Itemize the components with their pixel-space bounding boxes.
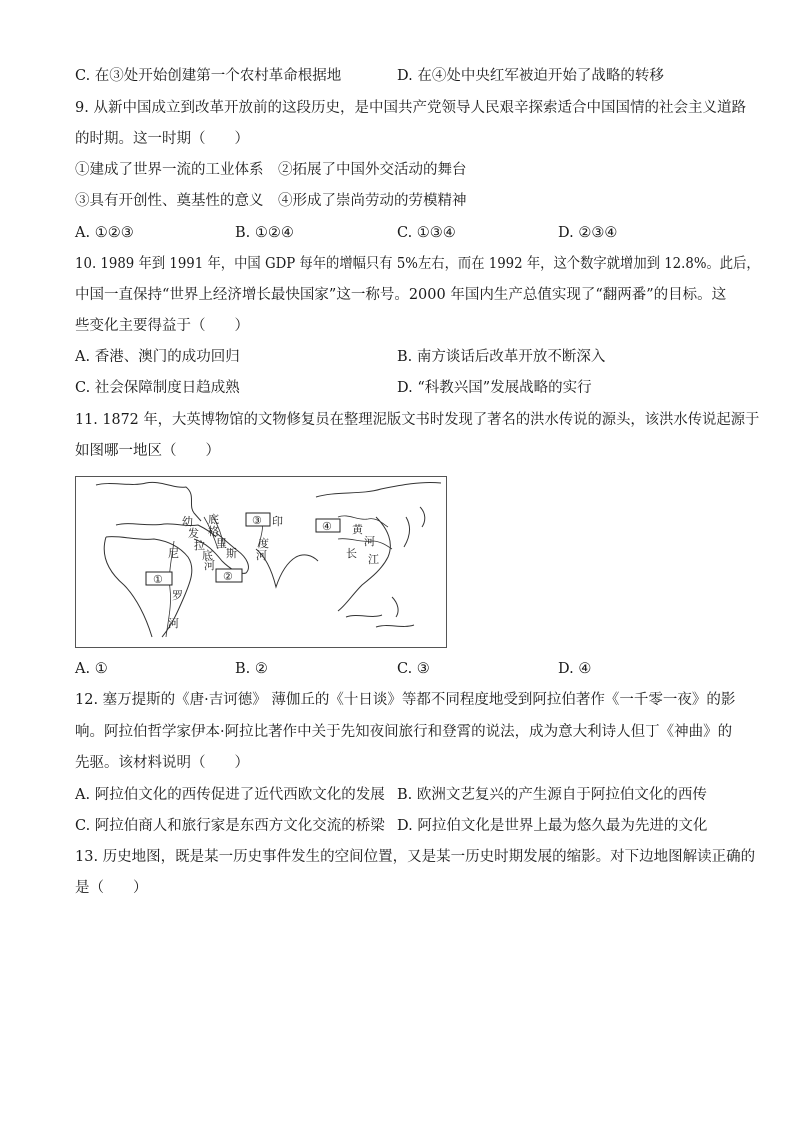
q13-stem-line1: 13. 历史地图，既是某一历史事件发生的空间位置，又是某一历史时期发展的缩影。对下边地图解读正确的 — [75, 849, 756, 865]
q11-stem-line2: 如图哪一地区（ ） — [75, 443, 220, 459]
label-si: 斯 — [226, 547, 237, 560]
q11-option-a: A. ① — [75, 661, 108, 677]
q8-option-d: D. 在④处中央红军被迫开始了战略的转移 — [397, 68, 664, 84]
q12-option-b: B. 欧洲文艺复兴的产生源自于阿拉伯文化的西传 — [397, 787, 707, 803]
label-yin: 印 — [272, 515, 283, 528]
mediterranean-coast — [116, 524, 216, 537]
label-la: 拉 — [194, 539, 205, 552]
label-di-2: 底 — [208, 513, 219, 526]
japan-islands — [404, 507, 425, 547]
q10-option-d: D. “科教兴国”发展战略的实行 — [397, 380, 592, 396]
q10-stem-line3: 些变化主要得益于（ ） — [75, 318, 249, 334]
q11-option-c: C. ③ — [397, 661, 430, 677]
q9-stem-line1: 9. 从新中国成立到改革开放前的这段历史，是中国共产党领导人民艰辛探索适合中国国情的社会主义道路 — [75, 100, 746, 116]
marker-4: ④ — [322, 520, 332, 533]
q10-stem-line1: 10. 1989 年到 1991 年，中国 GDP 每年的增幅只有 5%左右，而在 1992 年，这个数字就增加到 12.8%。此后， — [75, 256, 760, 272]
label-jiang: 江 — [368, 553, 379, 566]
yellow-river — [338, 516, 388, 527]
q9-option-c: C. ①③④ — [397, 225, 456, 241]
label-fa: 发 — [188, 527, 199, 540]
q8-option-c: C. 在③处开始创建第一个农村革命根据地 — [75, 68, 342, 84]
label-he-4: 河 — [364, 535, 375, 548]
q10-option-c: C. 社会保障制度日趋成熟 — [75, 380, 240, 396]
q9-option-d: D. ②③④ — [558, 225, 618, 241]
marker-2: ② — [223, 570, 233, 583]
marker-3: ③ — [252, 514, 262, 527]
world-map-svg — [76, 477, 446, 647]
q13-stem-line2: 是（ ） — [75, 880, 148, 896]
eastasia-coast — [316, 482, 441, 611]
q11-option-b: B. ② — [235, 661, 268, 677]
q11-stem-line1: 11. 1872 年，大英博物馆的文物修复员在整理泥版文书时发现了著名的洪水传说的源头，该洪水传说起源于 — [75, 412, 760, 428]
label-ni: 尼 — [168, 547, 179, 560]
label-you: 幼 — [182, 515, 193, 528]
q9-items-line1: ①建成了世界一流的工业体系 ②拓展了中国外交活动的舞台 — [75, 162, 467, 178]
q12-stem-line1: 12. 塞万提斯的《唐·吉诃德》 薄伽丘的《十日谈》等都不同程度地受到阿拉伯著作《一千零一夜》的影 — [75, 692, 736, 708]
label-ge: 格 — [208, 525, 219, 538]
label-di-1: 底 — [202, 549, 213, 562]
q11-option-d: D. ④ — [558, 661, 592, 677]
label-he-3: 河 — [256, 549, 267, 562]
label-luo: 罗 — [172, 589, 183, 602]
q9-option-a: A. ①②③ — [75, 225, 134, 241]
label-huang: 黄 — [352, 523, 363, 536]
seasia-islands — [346, 597, 414, 627]
q12-option-a: A. 阿拉伯文化的西传促进了近代西欧文化的发展 — [75, 787, 385, 803]
q10-stem-line2: 中国一直保持“世界上经济增长最快国家”这一称号。2000 年国内生产总值实现了“翻两番”的目标。这 — [75, 287, 727, 303]
q9-stem-line2: 的时期。这一时期（ ） — [75, 131, 249, 147]
q12-option-c: C. 阿拉伯商人和旅行家是东西方文化交流的桥梁 — [75, 818, 385, 834]
label-he-1: 河 — [204, 559, 215, 572]
marker-1: ① — [153, 573, 163, 586]
label-li: 里 — [216, 537, 227, 550]
q12-option-d: D. 阿拉伯文化是世界上最为悠久最为先进的文化 — [397, 818, 708, 834]
world-map-figure — [75, 476, 447, 648]
label-du: 度 — [258, 537, 269, 550]
q9-option-b: B. ①②④ — [235, 225, 294, 241]
label-chang: 长 — [346, 547, 357, 560]
q10-option-b: B. 南方谈话后改革开放不断深入 — [397, 349, 606, 365]
label-he-2: 河 — [168, 617, 179, 630]
q9-items-line2: ③具有开创性、奠基性的意义 ④形成了崇尚劳动的劳模精神 — [75, 193, 467, 209]
q12-stem-line2: 响。阿拉伯哲学家伊本·阿拉比著作中关于先知夜间旅行和登霄的说法，成为意大利诗人但丁《神曲》的 — [75, 724, 733, 740]
q12-stem-line3: 先驱。该材料说明（ ） — [75, 755, 249, 771]
q10-option-a: A. 香港、澳门的成功回归 — [75, 349, 240, 365]
